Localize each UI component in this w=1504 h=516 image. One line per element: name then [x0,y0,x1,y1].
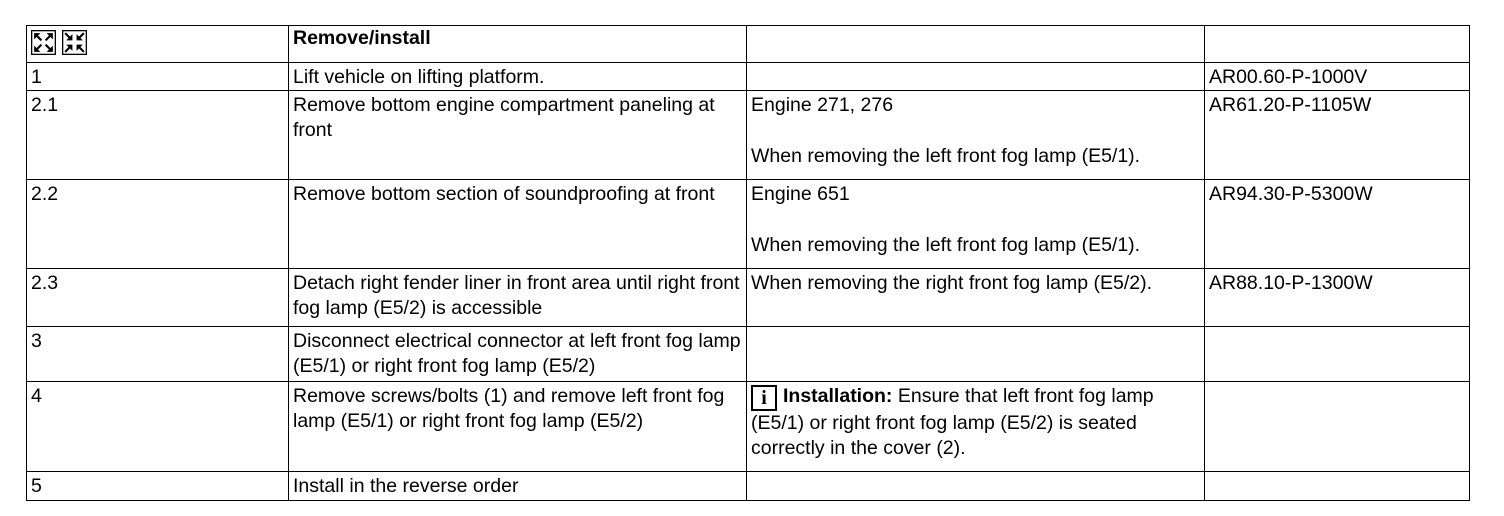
step-action: Remove bottom section of soundproofing at front [293,183,715,205]
step-reference-link[interactable]: AR88.10-P-1300W [1209,272,1373,294]
step-action: Remove screws/bolts (1) and remove left front fog lamp (E5/1) or right front fog lamp (E5/2) [293,385,725,432]
step-number: 2.3 [31,272,59,294]
info-icon: i [751,385,777,411]
table-header-row [27,26,1470,63]
step-action: Install in the reverse order [293,475,519,497]
step-action: Lift vehicle on lifting platform. [293,66,545,88]
step-reference-link[interactable] [1209,472,1465,474]
collapse-all-icon[interactable] [62,30,87,55]
step-note: When removing the right front fog lamp (E5/2). [751,272,1153,294]
step-note-condition: When removing the left front fog lamp (E5/1). [751,234,1141,256]
installation-note [751,382,1200,461]
step-action: Detach right fender liner in front area until right front fog lamp (E5/2) is accessible [293,272,740,319]
procedure-table [26,25,1470,501]
step-reference-link[interactable]: AR00.60-P-1000V [1209,66,1368,88]
table-row [27,327,1470,382]
step-note-condition: When removing the left front fog lamp (E5/1). [751,145,1141,167]
header-empty-cell [747,26,1205,63]
step-note [751,327,1200,329]
installation-text: Ensure that left front fog lamp (E5/1) or right front fog lamp (E5/2) is seated correctly in the cover (2). [751,385,1154,459]
header-title: Remove/install [289,26,747,63]
installation-label: Installation: [783,385,893,407]
step-note [751,63,1200,65]
table-row [27,382,1470,472]
step-number: 3 [31,330,42,352]
header-empty-cell [1205,26,1470,63]
step-number: 1 [31,66,42,88]
step-number: 4 [31,385,42,407]
table-row [27,472,1470,501]
step-number: 5 [31,475,42,497]
step-reference-link[interactable]: AR61.20-P-1105W [1209,94,1372,116]
step-reference-link[interactable]: AR94.30-P-5300W [1209,183,1373,205]
step-reference-link[interactable] [1209,327,1465,329]
step-action: Remove bottom engine compartment paneling at front [293,94,715,141]
step-reference-link[interactable] [1209,382,1465,384]
table-row [27,63,1470,91]
step-number: 2.1 [31,94,59,116]
header-icons-cell [27,26,289,63]
table-row [27,269,1470,327]
table-row [27,91,1470,180]
step-note: Engine 651 [751,183,850,205]
step-action: Disconnect electrical connector at left front fog lamp (E5/1) or right front fog lamp (E5/2) [293,330,741,377]
table-row [27,180,1470,269]
step-number: 2.2 [31,183,59,205]
step-note [751,472,1200,474]
expand-all-icon[interactable] [31,30,56,55]
step-note: Engine 271, 276 [751,94,894,116]
